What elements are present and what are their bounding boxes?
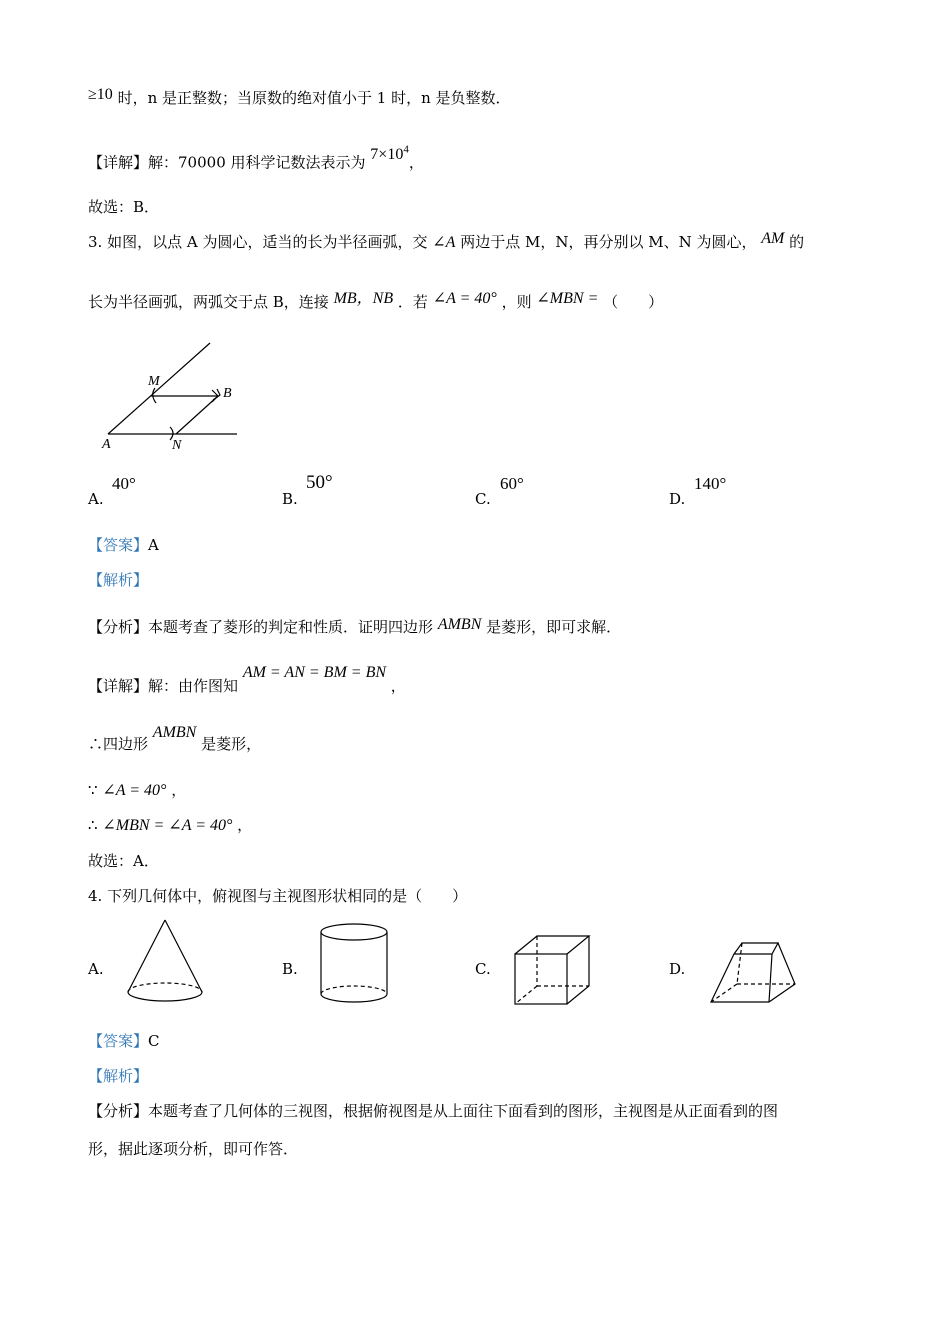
q3-option-d-value: 140° — [694, 474, 727, 493]
q4-analysis-label: 【解析】 — [88, 1067, 149, 1085]
top-choice: 故选：B． — [88, 198, 160, 216]
intro-text: 时，n 是正整数；当原数的绝对值小于 1 时，n 是负整数． — [117, 89, 511, 107]
detail-text: 解：由作图知 — [148, 677, 239, 695]
q4-fenxi-line1 — [88, 1101, 778, 1121]
detail-label: 【详解】 — [88, 153, 149, 172]
q3-stem-line1 — [88, 232, 804, 253]
q3-stem-part: （ ） — [603, 293, 664, 311]
punct: ， — [408, 153, 424, 172]
step-text: ∵ — [88, 781, 98, 799]
inline-math: ∠A — [432, 234, 456, 251]
q3-stem-part: 的 — [789, 233, 805, 251]
cylinder-figure — [318, 922, 390, 1006]
q3-option-c-letter[interactable]: C. — [475, 490, 491, 508]
fenxi-label: 【分析】 — [88, 1102, 149, 1120]
q3-stem-part: 3. 如图，以点 A 为圆心，适当的长为半径画弧，交 — [88, 233, 428, 251]
step-text: ， — [237, 816, 253, 834]
detail-label: 【详解】 — [88, 677, 149, 695]
fenxi-text: 本题考查了几何体的三视图，根据俯视图是从上面往下面看到的图形，主视图是从正面看到的图 — [148, 1102, 779, 1120]
q3-stem-part: ．若 — [397, 293, 428, 311]
q3-stem-part: 长为半径画弧，两弧交于点 B，连接 — [88, 293, 329, 311]
q3-option-a-letter[interactable]: A. — [88, 490, 104, 508]
sci-exponent: 4 — [403, 144, 409, 156]
answer-label: 【答案】 — [88, 1032, 149, 1050]
q3-stem-part: 两边于点 M，N，再分别以 M、N 为圆心， — [460, 233, 757, 251]
intro-line — [88, 88, 511, 109]
step-text: ∴ — [88, 816, 98, 834]
inline-math: ≥10 — [88, 86, 113, 103]
answer-value: A — [148, 536, 159, 554]
fenxi-label: 【分析】 — [88, 618, 149, 636]
q3-step2 — [88, 780, 186, 801]
q3-option-d-letter[interactable]: D. — [669, 490, 686, 508]
inline-math: ∠A = 40° — [102, 782, 167, 799]
q4-answer — [88, 1031, 160, 1051]
answer-value: C — [148, 1032, 160, 1050]
label-n: N — [172, 438, 182, 453]
top-detail-line — [88, 144, 424, 173]
frustum-figure — [707, 940, 799, 1006]
q3-choice: 故选：A． — [88, 852, 159, 870]
punct: ， — [390, 677, 406, 695]
inline-math: ∠MBN = ∠A = 40° — [102, 817, 233, 834]
q3-option-b-letter[interactable]: B. — [282, 490, 298, 508]
label-m: M — [148, 374, 160, 389]
inline-math: ∠MBN = — [536, 290, 599, 307]
sci-base: 7×10 — [370, 146, 404, 164]
segment-nb — [176, 396, 218, 434]
q3-analysis-label: 【解析】 — [88, 571, 149, 589]
inline-math: AM = AN = BM = BN — [242, 664, 387, 681]
step-text: ， — [171, 781, 187, 799]
q3-fenxi — [88, 617, 621, 638]
q3-detail — [88, 664, 406, 697]
fenxi-text: 本题考查了菱形的判定和性质．证明四边形 — [148, 618, 434, 636]
label-b: B — [223, 386, 232, 401]
step-text: 是菱形， — [201, 735, 262, 753]
cube-figure — [513, 934, 593, 1006]
inline-math: AMBN — [437, 616, 482, 633]
q4-stem: 4. 下列几何体中，俯视图与主视图形状相同的是（ ） — [88, 887, 468, 905]
q4-option-d-letter[interactable]: D. — [669, 960, 686, 978]
q4-option-a-letter[interactable]: A. — [88, 960, 104, 978]
q3-step1 — [88, 724, 262, 755]
fenxi-text: 是菱形，即可求解． — [486, 618, 622, 636]
cone-figure — [125, 918, 205, 1006]
sci-notation — [370, 146, 409, 163]
detail-text: 解：70000 用科学记数法表示为 — [148, 153, 366, 172]
step-text: ∴四边形 — [88, 735, 149, 753]
inline-math: MB，NB — [333, 290, 394, 307]
answer-label: 【答案】 — [88, 536, 149, 554]
q3-option-b-value: 50° — [306, 472, 333, 493]
inline-math: AM — [761, 230, 785, 247]
q3-option-c-value: 60° — [500, 474, 524, 493]
rhombus-construction-figure — [100, 340, 250, 455]
q4-option-b-letter[interactable]: B. — [282, 960, 298, 978]
q3-option-a-value: 40° — [112, 474, 136, 493]
q3-stem-part: ，则 — [501, 293, 532, 311]
q4-option-c-letter[interactable]: C. — [475, 960, 491, 978]
label-a: A — [102, 437, 111, 452]
inline-math: ∠A = 40° — [432, 290, 497, 307]
q4-fenxi-line2: 形，据此逐项分析，即可作答． — [88, 1140, 299, 1158]
q3-answer — [88, 535, 159, 555]
q3-step3 — [88, 815, 252, 836]
q3-stem-line2 — [88, 292, 663, 313]
inline-math: AMBN — [152, 724, 197, 741]
